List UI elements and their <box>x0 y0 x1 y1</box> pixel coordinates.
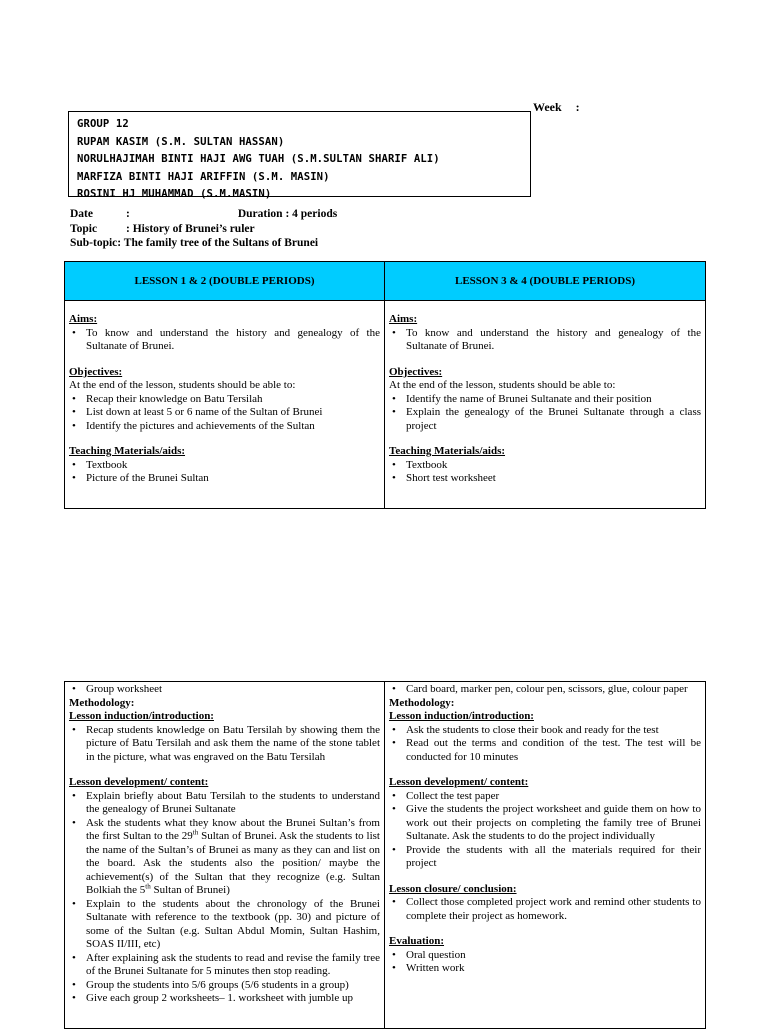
objectives-intro: At the end of the lesson, students should be able to: <box>69 379 296 391</box>
topic-label: Topic <box>70 222 98 235</box>
induction-heading: Lesson induction/introduction: <box>69 710 214 722</box>
lesson-1-2-cell <box>65 301 385 509</box>
list-item: • Group the students into 5/6 groups (5/6 students in a group) <box>69 979 380 993</box>
induction-heading: Lesson induction/introduction: <box>389 710 534 722</box>
group-member: MARFIZA BINTI HAJI ARIFFIN (S.M. MASIN) <box>77 170 330 183</box>
group-title: GROUP 12 <box>77 118 129 130</box>
list-item: • Collect those completed project work and remind other students to complete their project as homework. <box>389 896 701 923</box>
list-item: • To know and understand the history and genealogy of the Sultanate of Brunei. <box>389 327 701 354</box>
list-item: • Explain briefly about Batu Tersilah to the students to understand the genealogy of Brunei Sultanate <box>69 790 380 817</box>
lesson-plan-table-top <box>64 261 706 509</box>
lesson-3-4-cell-continued <box>385 682 706 1029</box>
list-item: • Identify the pictures and achievements of the Sultan <box>69 420 380 434</box>
list-item: • Card board, marker pen, colour pen, scissors, glue, colour paper <box>389 683 701 697</box>
week-field <box>533 100 580 115</box>
week-colon: : <box>575 100 580 114</box>
closure-heading: Lesson closure/ conclusion: <box>389 882 517 895</box>
group-member: RUPAM KASIM (S.M. SULTAN HASSAN) <box>77 135 285 148</box>
lesson-1-2-header: LESSON 1 & 2 (DOUBLE PERIODS) <box>65 262 385 301</box>
materials-heading: Teaching Materials/aids: <box>69 445 186 457</box>
aims-heading: Aims: <box>69 313 98 325</box>
list-item: • Ask the students to close their book and ready for the test <box>389 724 701 738</box>
list-item: • Read out the terms and condition of the test. The test will be conducted for 10 minutes <box>389 737 701 764</box>
subtopic-label: Sub-topic: <box>70 237 122 249</box>
lesson-3-4-cell <box>385 301 706 509</box>
list-item: • Recap students knowledge on Batu Tersilah by showing them the picture of Batu Tersilah and ask them the name of the stone tablet in the picture, what was engraved on the Batu Tersilah <box>69 724 380 765</box>
list-item: • Written work <box>389 962 701 976</box>
list-item: • Collect the test paper <box>389 790 701 804</box>
list-item: • List down at least 5 or 6 name of the Sultan of Brunei <box>69 406 380 420</box>
methodology-heading: Methodology: <box>69 696 135 709</box>
subtopic-value: The family tree of the Sultans of Brunei <box>123 237 319 249</box>
list-item: • Group worksheet <box>69 683 380 697</box>
duration-text: Duration : 4 periods <box>237 208 338 220</box>
group-members-box <box>68 111 531 200</box>
subtopic-row <box>70 236 337 251</box>
list-item: • Identify the name of Brunei Sultanate and their position <box>389 393 701 407</box>
group-member: NORULHAJIMAH BINTI HAJI AWG TUAH (S.M.SULTAN SHARIF ALI) <box>77 153 440 165</box>
date-colon: : <box>126 208 130 220</box>
topic-value: : History of Brunei’s ruler <box>126 222 255 235</box>
list-item: • Give the students the project worksheet and guide them on how to work out their projects on completing the family tree of Brunei Sultanate. Ask the students to do the project individually <box>389 803 701 844</box>
materials-heading: Teaching Materials/aids: <box>389 445 506 457</box>
aims-heading: Aims: <box>389 313 418 325</box>
objectives-intro: At the end of the lesson, students should be able to: <box>389 379 616 391</box>
week-label: Week <box>533 100 562 114</box>
list-item: • Picture of the Brunei Sultan <box>69 472 380 486</box>
lesson-3-4-header: LESSON 3 & 4 (DOUBLE PERIODS) <box>385 262 706 301</box>
list-item: • Give each group 2 worksheets– 1. worksheet with jumble up <box>69 992 380 1006</box>
date-row <box>70 207 337 222</box>
evaluation-heading: Evaluation: <box>389 935 445 947</box>
list-item: • Textbook <box>69 459 380 473</box>
list-item: • Oral question <box>389 949 701 963</box>
methodology-heading: Methodology: <box>389 696 455 709</box>
date-label: Date <box>70 208 93 220</box>
list-item: • Recap their knowledge on Batu Tersilah <box>69 393 380 407</box>
list-item: • Explain to the students about the chronology of the Brunei Sultanate with reference to the textbook (pp. 30) and picture of some of the Sultan (e.g. Sultan Abdul Momin, Sultan Hashim, SOAS II/III, etc) <box>69 898 380 952</box>
lesson-plan-table-continued <box>64 681 706 1029</box>
development-heading: Lesson development/ content: <box>389 776 529 788</box>
list-item: • Ask the students what they know about the Brunei Sultan’s from the first Sultan to the 29th Sultan of Brunei. Ask the students to list the name of the Sultan’s of Brunei as many as they can and list on the board. Ask the students also the position/ maybe the achievement(s) of the Sultan that they recognize (e.g. Sultan Bolkiah the 5th Sultan of Brunei) <box>69 817 380 898</box>
lesson-meta <box>70 207 337 251</box>
lesson-1-2-cell-continued <box>65 682 385 1029</box>
list-item: • Provide the students with all the materials required for their project <box>389 844 701 871</box>
objectives-heading: Objectives: <box>69 365 123 378</box>
list-item: • Explain the genealogy of the Brunei Sultanate through a class project <box>389 406 701 433</box>
list-item: • To know and understand the history and genealogy of the Sultanate of Brunei. <box>69 327 380 354</box>
list-item: • After explaining ask the students to read and revise the family tree of the Brunei Sultanate for 5 minutes then stop reading. <box>69 952 380 979</box>
list-item: • Short test worksheet <box>389 472 701 486</box>
topic-row <box>70 222 337 237</box>
development-heading: Lesson development/ content: <box>69 776 209 788</box>
list-item: • Textbook <box>389 459 701 473</box>
objectives-heading: Objectives: <box>389 365 443 378</box>
group-member: ROSINI HJ MUHAMMAD (S.M.MASIN) <box>77 188 272 200</box>
